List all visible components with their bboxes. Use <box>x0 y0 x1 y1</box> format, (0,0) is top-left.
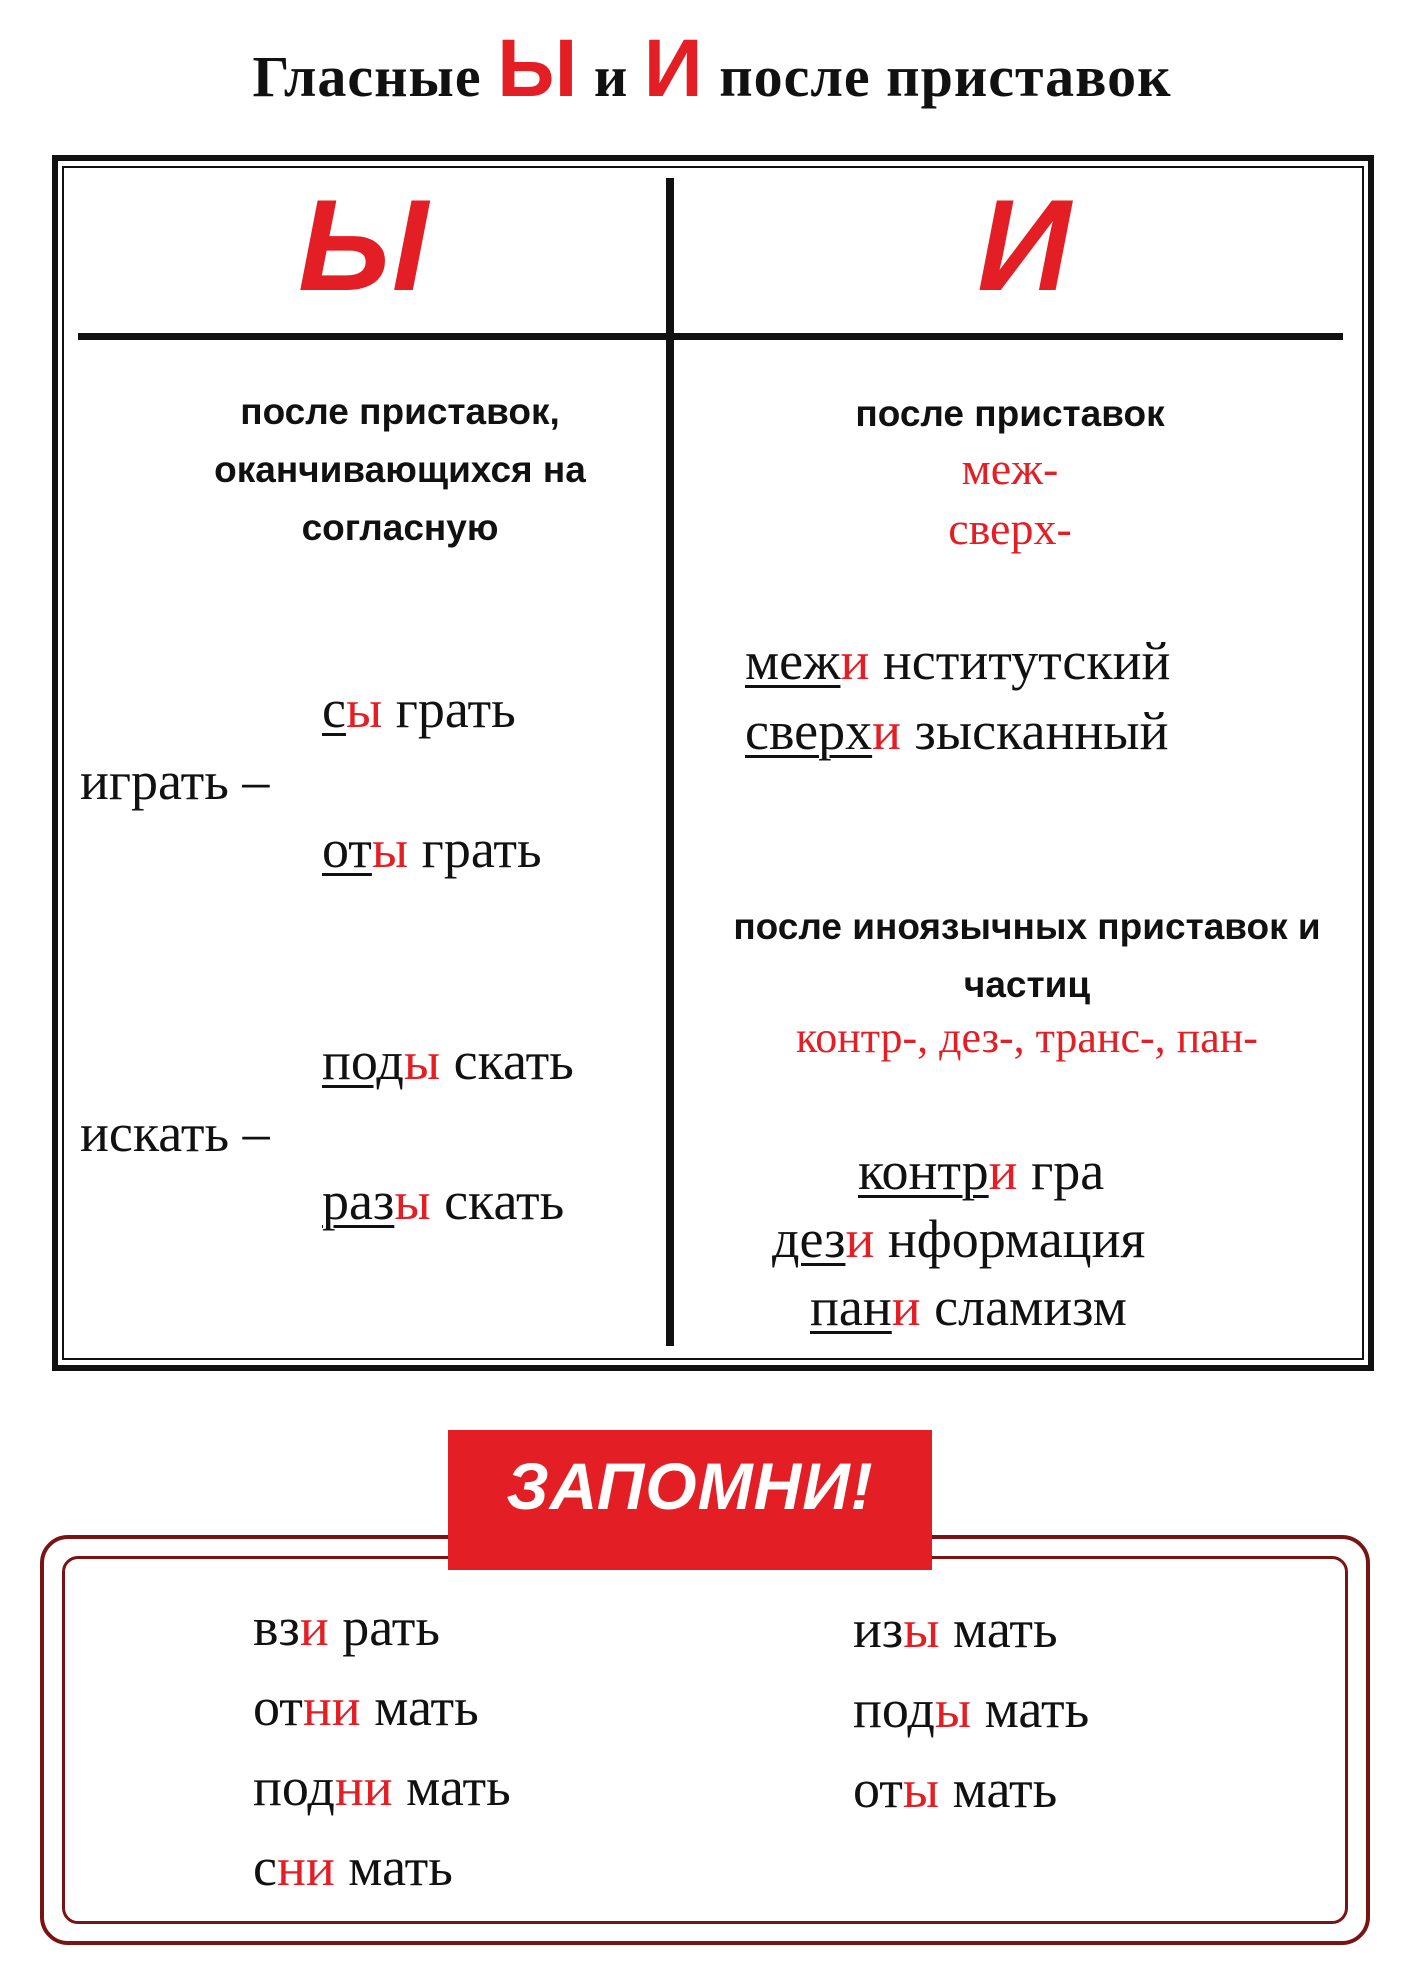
title-and: и <box>578 44 644 109</box>
word-vowel: ни <box>334 1757 393 1817</box>
word-part: мать <box>953 1599 1058 1659</box>
word-rest: зысканный <box>914 701 1169 761</box>
example-word <box>810 1276 1127 1338</box>
remember-word <box>253 1596 440 1658</box>
word-vowel: и <box>845 1209 875 1269</box>
word-vowel: и <box>891 1277 921 1337</box>
word-vowel: ы <box>371 819 409 879</box>
remember-label: ЗАПОМНИ! <box>506 1449 874 1523</box>
word-vowel: и <box>840 631 870 691</box>
remember-word <box>253 1756 511 1818</box>
title-letter-i: И <box>643 23 704 114</box>
word-part: от <box>853 1759 903 1819</box>
remember-word <box>253 1676 479 1738</box>
word-part: мать <box>984 1679 1090 1739</box>
word-part: рать <box>342 1597 441 1657</box>
word-rest: грать <box>395 679 516 739</box>
title-letter-y: Ы <box>497 23 579 114</box>
column-header-i: И <box>977 172 1071 318</box>
word-vowel: ни <box>302 1677 361 1737</box>
example-word <box>322 1170 564 1232</box>
example-word <box>858 1140 1104 1202</box>
word-part: мать <box>374 1677 479 1737</box>
word-vowel: ни <box>276 1837 335 1897</box>
word-vowel: и <box>988 1141 1018 1201</box>
example-word <box>745 630 1170 692</box>
word-rest: грать <box>421 819 542 879</box>
word-vowel: ы <box>394 1171 431 1231</box>
foreign-prefix-list: контр-, дез-, транс-, пан- <box>796 1013 1258 1062</box>
column-header-y: Ы <box>298 172 428 318</box>
prefix-sverh: сверх- <box>948 503 1072 554</box>
word-prefix: с <box>322 679 346 739</box>
word-rest: скать <box>444 1171 565 1231</box>
example-base-word: искать – <box>80 1103 270 1163</box>
example-word <box>322 1030 574 1092</box>
rule-foreign-prefixes: после иноязычных приставок и частиц <box>733 906 1321 1005</box>
example-word <box>772 1208 1145 1270</box>
word-rest: нформация <box>887 1209 1146 1269</box>
word-part: под <box>253 1757 335 1817</box>
word-prefix: под <box>322 1031 404 1091</box>
remember-word <box>853 1758 1057 1820</box>
word-rest: нститутский <box>882 631 1171 691</box>
remember-word <box>853 1678 1089 1740</box>
header-divider <box>78 333 1343 340</box>
word-part: под <box>853 1679 935 1739</box>
word-prefix: дез <box>772 1209 846 1269</box>
word-prefix: раз <box>322 1171 395 1231</box>
word-part: вз <box>253 1597 300 1657</box>
rule-consonant-prefix: после приставок, оканчивающихся на согласную <box>214 391 586 548</box>
word-vowel: ы <box>934 1679 972 1739</box>
example-base-word: играть – <box>80 751 270 811</box>
example-word <box>745 700 1168 762</box>
title-prefix: Гласные <box>252 44 498 109</box>
word-prefix: от <box>322 819 372 879</box>
example-word <box>322 678 516 740</box>
word-part: мать <box>348 1837 453 1897</box>
word-vowel: ы <box>345 679 383 739</box>
prefix-mezh: меж- <box>961 443 1059 494</box>
column-divider <box>666 178 674 1346</box>
word-vowel: ы <box>902 1759 940 1819</box>
word-part: с <box>253 1837 277 1897</box>
remember-word <box>253 1836 453 1898</box>
example-word <box>322 818 542 880</box>
remember-word <box>853 1598 1058 1660</box>
page-title <box>0 22 1424 116</box>
word-prefix: сверх <box>745 701 873 761</box>
word-vowel: ы <box>903 1599 940 1659</box>
word-prefix: пан <box>810 1277 892 1337</box>
word-part: мать <box>406 1757 511 1817</box>
word-part: мать <box>952 1759 1058 1819</box>
word-prefix: контр <box>858 1141 989 1201</box>
word-prefix: меж <box>745 631 841 691</box>
word-part: из <box>853 1599 904 1659</box>
word-part: от <box>253 1677 303 1737</box>
rule-special-prefixes: после приставок <box>855 393 1165 434</box>
word-rest: гра <box>1031 1141 1105 1201</box>
word-vowel: и <box>299 1597 329 1657</box>
title-suffix: после приставок <box>703 44 1172 109</box>
word-vowel: ы <box>403 1031 441 1091</box>
word-rest: скать <box>453 1031 574 1091</box>
word-rest: сламизм <box>934 1277 1127 1337</box>
word-vowel: и <box>872 701 902 761</box>
